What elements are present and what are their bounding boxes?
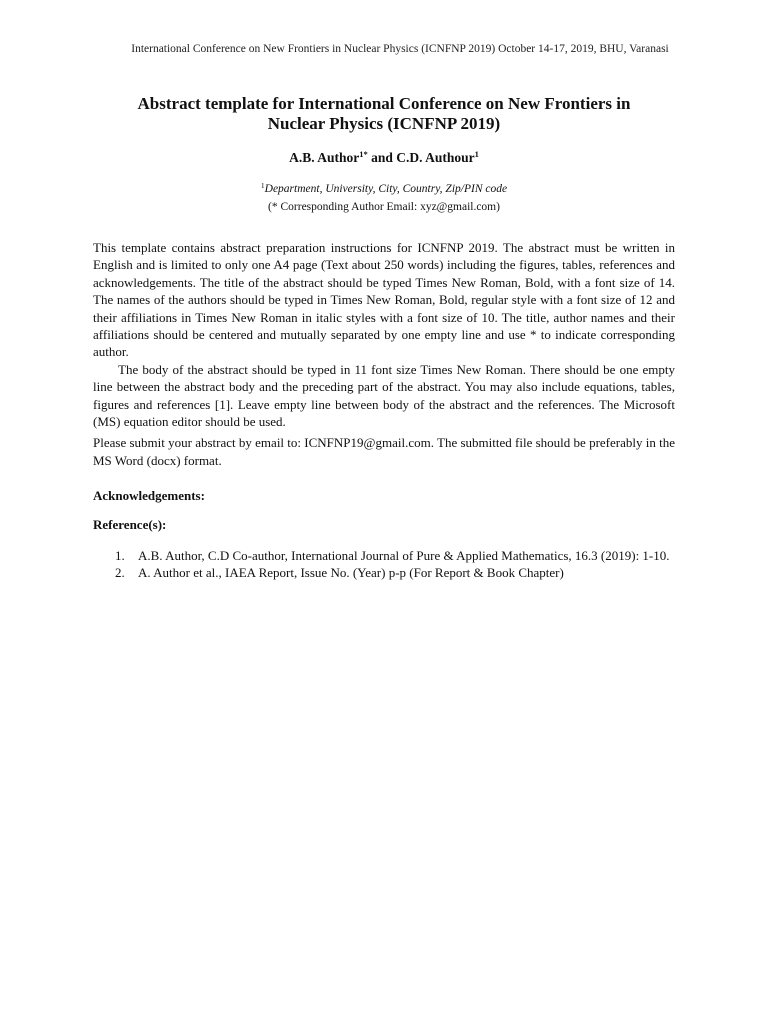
author-1-superscript: 1* — [359, 149, 368, 159]
abstract-content — [93, 94, 675, 581]
reference-number: 1. — [115, 548, 125, 564]
affiliation-superscript: 1 — [260, 181, 265, 190]
references-heading: Reference(s): — [93, 517, 167, 533]
reference-item — [93, 547, 675, 564]
corresponding-author-email: (* Corresponding Author Email: xyz@gmail.com) — [268, 201, 500, 213]
reference-item — [93, 564, 675, 581]
author-2-name: C.D. Authour — [396, 150, 475, 165]
abstract-title — [93, 94, 675, 134]
author-1-name: A.B. Author — [289, 150, 360, 165]
reference-text: A.B. Author, C.D Co-author, International Journal of Pure & Applied Mathematics, 16.3 (2019): 1-10. — [138, 548, 670, 564]
body-paragraph-1: This template contains abstract preparation instructions for ICNFNP 2019. The abstract must be written in English and is limited to only one A4 page (Text about 250 words) including the figures, tables, references and acknowledgements. The title of the abstract should be typed Times New Roman, Bold, with a font size of 14. The names of the authors should be typed in Times New Roman, Bold, regular style with a font size of 12 and their affiliations in Times New Roman in italic styles with a font size of 10. The title, author names and their affiliations should be centered and mutually separated by one empty line and use * to indicate corresponding author. — [93, 240, 675, 360]
reference-text: A. Author et al., IAEA Report, Issue No. (Year) p-p (For Report & Book Chapter) — [138, 565, 564, 581]
abstract-title-line-1: Abstract template for International Conference on New Frontiers in — [137, 94, 631, 113]
affiliation — [93, 182, 675, 196]
body-paragraph-2: The body of the abstract should be typed in 11 font size Times New Roman. There should be one empty line between the abstract body and the preceding part of the abstract. You may also include equations, tables, figures and references [1]. Leave empty line between body of the abstract and the references. The Microsoft (MS) equation editor should be used. — [93, 361, 675, 430]
acknowledgements-heading: Acknowledgements: — [93, 488, 205, 504]
reference-list — [93, 547, 675, 581]
abstract-title-line-2: Nuclear Physics (ICNFNP 2019) — [267, 114, 501, 133]
affiliation-text: Department, University, City, Country, Zip/PIN code — [264, 183, 508, 195]
running-header: International Conference on New Frontiers in Nuclear Physics (ICNFNP 2019) October 14-17, 2019, BHU, Varanasi — [131, 43, 669, 55]
body-paragraph-3: Please submit your abstract by email to: ICNFNP19@gmail.com. The submitted file should be preferably in the MS Word (docx) format. — [93, 435, 675, 468]
reference-number: 2. — [115, 565, 125, 581]
author-2-superscript: 1 — [474, 149, 479, 159]
author-list — [93, 150, 675, 166]
author-joiner: and — [367, 150, 397, 165]
